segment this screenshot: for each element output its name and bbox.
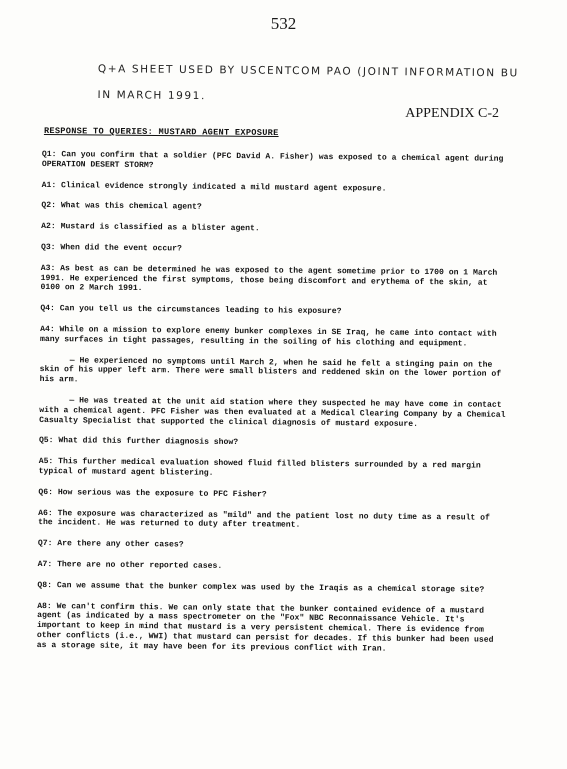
bullet-paragraph: — He experienced no symptoms until March 2, when he said he felt a stinging pain on the skin of his upper left arm. There were small blisters and reddened skin on the lower portion of his arm. bbox=[39, 355, 502, 385]
qa-paragraph: Q8: Can we assume that the bunker complex was used by the Iraqis as a chemical storage site? bbox=[37, 580, 485, 595]
qa-paragraph: A6: The exposure was characterized as "mild" and the patient lost no duty time as a result of the incident. He was returned to duty after treatment. bbox=[38, 508, 490, 531]
qa-paragraph: Q6: How serious was the exposure to PFC Fisher? bbox=[38, 487, 267, 500]
qa-paragraph: A8: We can't confirm this. We can only state that the bunker contained evidence of a mustard agent (as indicated by a mass spectrometer on the "Fox" NBC Reconnaissance Vehicle. It's important to keep in mind that mustard is a very persistent chemical. There is evidence from other conflicts (i.e., WWI) that mustard can persist for decades. If this bunker had been used as a storage site, it may have been for its previous conflict with Iran. bbox=[36, 601, 494, 654]
appendix-label: APPENDIX C-2 bbox=[405, 106, 499, 121]
handwritten-note-line-2: IN MARCH 1991. bbox=[97, 88, 206, 103]
qa-paragraph: A2: Mustard is classified as a blister agent. bbox=[41, 222, 260, 234]
bullet-paragraph: — He was treated at the unit aid station where they suspected he may have come in contact with a chemical agent. PFC Fisher was then evaluated at a Medical Clearing Company by a Chemical Casualty Specialist that supported the clinical diagnosis of mustard exposure. bbox=[39, 396, 506, 429]
qa-paragraph: Q1: Can you confirm that a soldier (PFC David A. Fisher) was exposed to a chemical agent during OPERATION DESERT STORM? bbox=[41, 150, 504, 170]
qa-paragraph: A1: Clinical evidence strongly indicated a mild mustard agent exposure. bbox=[41, 180, 387, 194]
qa-paragraph: A4: While on a mission to explore enemy bunker complexes in SE Iraq, he came into contact with many surfaces in tight passages, resulting in the soiling of his clothing and equipment. bbox=[39, 324, 497, 349]
handwritten-note-line-1: Q+A SHEET USED BY USCENTCOM PAO (JOINT INFORMATION BU bbox=[97, 62, 519, 80]
qa-paragraph: Q3: When did the event occur? bbox=[40, 242, 182, 254]
handwritten-note bbox=[97, 56, 538, 113]
qa-paragraph: Q4: Can you tell us the circumstances leading to his exposure? bbox=[40, 304, 342, 317]
qa-paragraph: A5: This further medical evaluation showed fluid filled blisters surrounded by a red margin typical of mustard agent blistering. bbox=[38, 457, 481, 478]
qa-paragraph: Q7: Are there any other cases? bbox=[37, 539, 184, 550]
qa-paragraph: Q2: What was this chemical agent? bbox=[41, 201, 202, 213]
document-heading: RESPONSE TO QUERIES: MUSTARD AGENT EXPOSURE bbox=[43, 126, 279, 139]
qa-paragraph: A3: As best as can be determined he was exposed to the agent sometime prior to 1700 on 1 March 1991. He experienced the first symptoms, those being discomfort and erythema of the skin, at 0100 on 2 March 1991. bbox=[40, 263, 498, 294]
qa-body bbox=[37, 150, 512, 666]
qa-paragraph: Q5: What did this further diagnosis show? bbox=[38, 436, 239, 448]
qa-paragraph: A7: There are no other reported cases. bbox=[37, 559, 223, 571]
page-number: 532 bbox=[270, 14, 297, 33]
